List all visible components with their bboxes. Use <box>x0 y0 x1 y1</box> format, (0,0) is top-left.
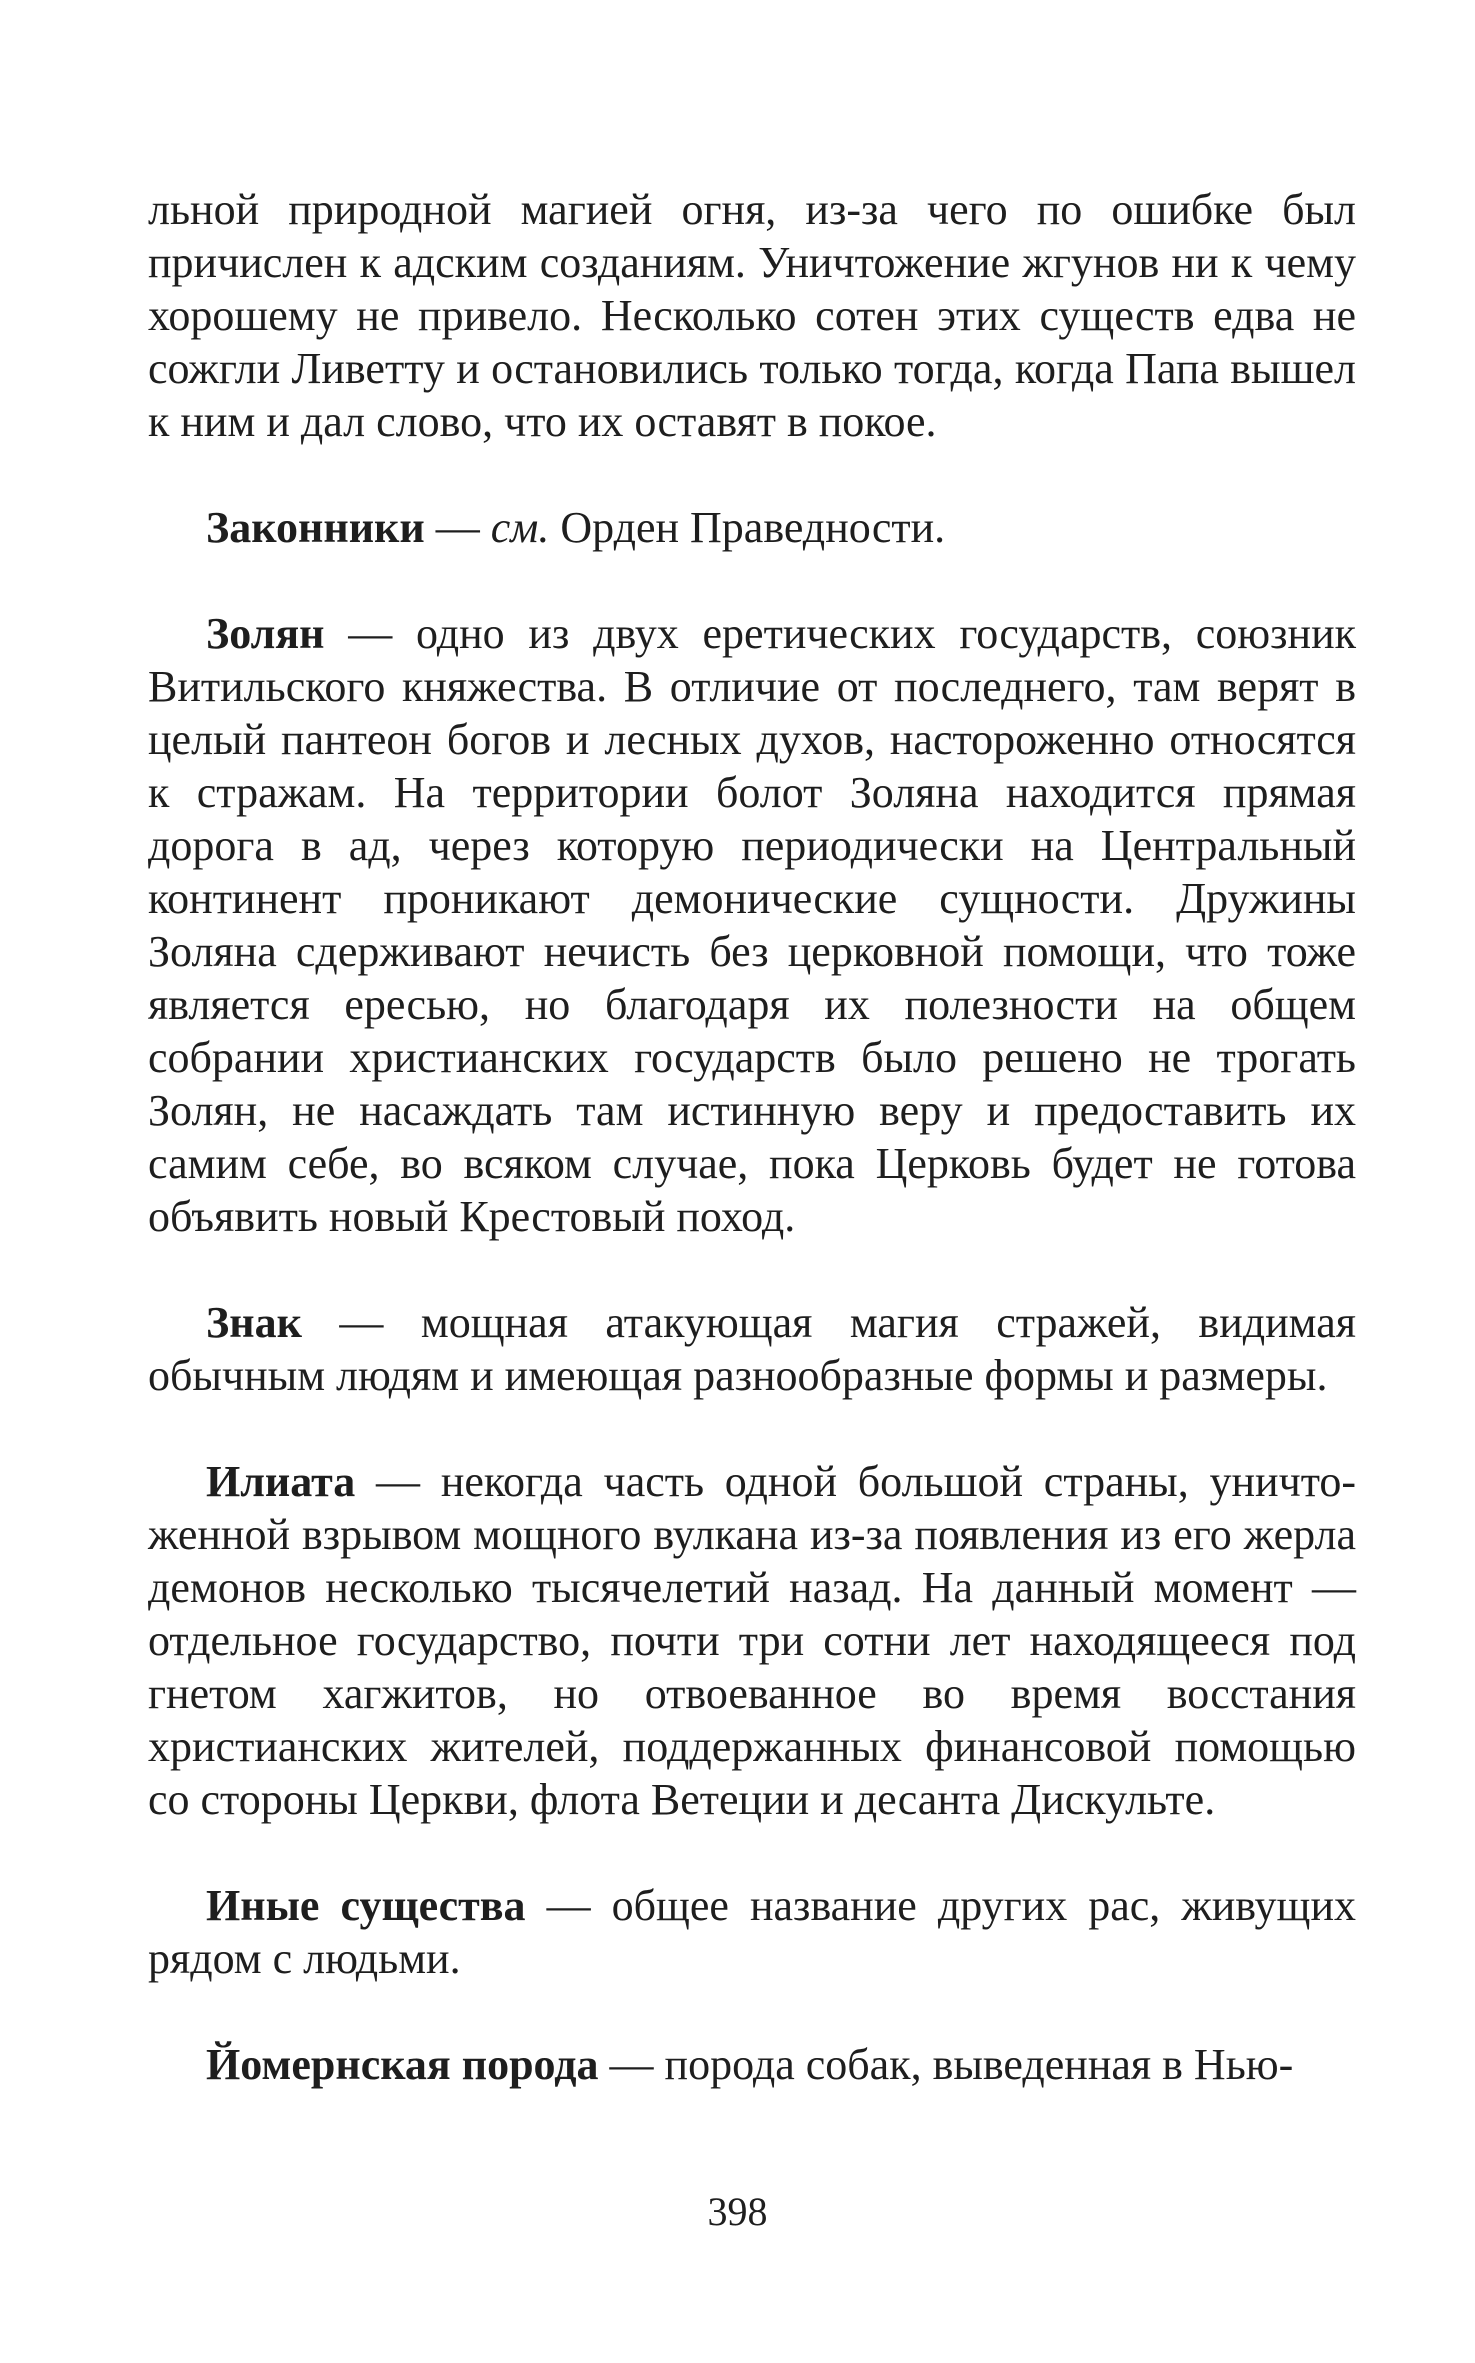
entry-term: Иные существа <box>206 1881 526 1930</box>
entry-text: одно из двух еретических государств, союзник Витильского княжества. В отличие от последнего, там верят в целый пантеон богов и лесных духов, настороженно относятся к стражам. На территории болот Золяна находится прямая дорога в ад, через которую периодически на Центральный континент проникают демонические сущности. Дружины Золяна сдерживают нечисть без церковной помощи, что тоже является ересью, но благодаря их полезности на общем собрании христианских государств было решено не трогать Золян, не насаждать там истинную веру и предоставить их самим себе, во всяком случае, пока Церковь будет не готова объявить новый Крестовый поход. <box>148 609 1357 1241</box>
entry-separator: — <box>355 1457 441 1506</box>
entry-separator: — <box>598 2040 665 2089</box>
glossary-entry-continuation <box>148 183 1356 448</box>
entry-text: мощная атакующая магия стражей, видимая обычным людям и имеющая разнообразные формы и размеры. <box>148 1298 1356 1400</box>
glossary-entry-inye-sushchestva <box>148 1879 1356 1985</box>
entry-separator: — <box>324 609 417 658</box>
entry-term: Золян <box>206 609 325 658</box>
entry-term: Илиата <box>206 1457 356 1506</box>
glossary-entry-yomernskaya-poroda <box>148 2038 1356 2091</box>
entry-text: порода собак, выведенная в Нью- <box>664 2040 1294 2089</box>
entry-separator: — <box>301 1298 421 1347</box>
entry-term: Знак <box>206 1298 302 1347</box>
glossary-entry-zakonniki <box>148 501 1356 554</box>
glossary-entry-iliata <box>148 1455 1356 1826</box>
entry-term: Йомернская порода <box>206 2040 599 2089</box>
entry-separator: — <box>525 1881 612 1930</box>
page-number: 398 <box>707 2189 768 2234</box>
entry-separator: — <box>424 503 491 552</box>
glossary-entry-zolyan <box>148 607 1356 1243</box>
entry-text: некогда часть одной большой страны, уничтоженной взрывом мощного вулкана из-за появления из его жерла демонов несколько тысячелетий назад. На данный момент — отдельное государство, почти три сотни лет находящееся под гнетом хагжитов, но отвоеванное во время восстания христианских жителей, поддержанных финансовой помощью со стороны Церкви, флота Ветеции и десанта Дискульте. <box>148 1457 1357 1824</box>
entry-term: Законники <box>206 503 425 552</box>
entry-text: Орден Праведности. <box>549 503 946 552</box>
entry-reference: см. <box>490 503 550 552</box>
entry-text: льной природной магией огня, из-за чего по ошибке был причислен к адским созданиям. Уничтожение жгунов ни к чему хорошему не привело. Несколько сотен этих существ едва не сожгли Ливетту и остановились только тогда, когда Папа вышел к ним и дал слово, что их оставят в покое. <box>148 185 1356 446</box>
page-body <box>148 183 1356 2091</box>
glossary-entry-znak <box>148 1296 1356 1402</box>
entry-text: общее название других рас, живущих рядом с людьми. <box>148 1881 1356 1983</box>
